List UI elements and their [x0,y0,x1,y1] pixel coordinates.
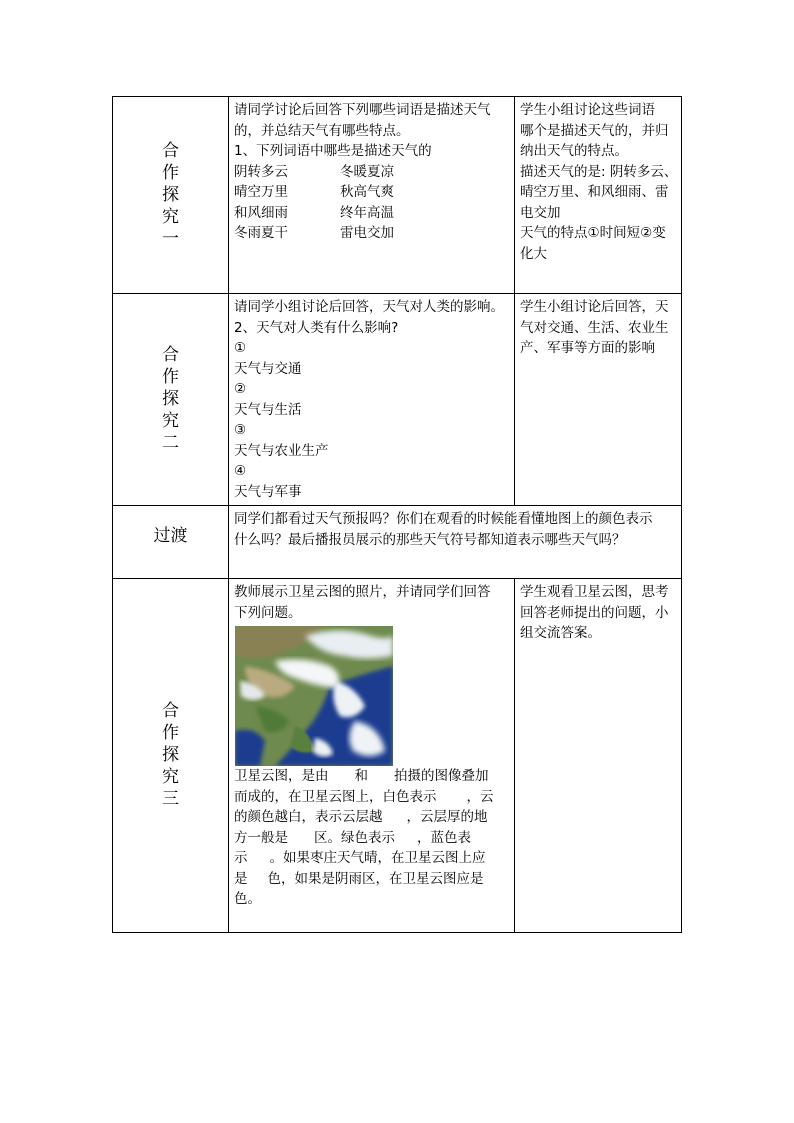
table-row [113,97,682,294]
list-item [234,379,509,420]
row-label-cell [113,506,229,579]
fill-text: 卫星云图，是由 [234,768,329,784]
fill-in-paragraph [234,766,509,910]
table-row [113,506,682,579]
word: 秋高气爽 [340,184,394,200]
row-label: 合作探究三 [162,701,179,810]
student-line: 气对交通、生活、农业生 [520,319,669,336]
word-pair [234,223,509,244]
transition-line: 同学们都看过天气预报吗？你们在观看的时候能看懂地图上的颜色表示 [234,511,653,527]
student-line: 回答老师提出的问题，小 [520,604,669,621]
satellite-cloud-image [235,626,393,766]
word-pair [234,162,509,183]
word: 晴空万里 [234,184,288,200]
intro-line: 请同学小组讨论后回答，天气对人类的影响。 [234,299,504,315]
fill-text: 是 [234,870,248,887]
row-label: 过渡 [153,525,188,546]
student-line: 哪个是描述天气的，并归 [520,122,669,139]
word: 和风细雨 [234,204,288,221]
item-text: 天气与生活 [234,401,302,418]
question-text: 2、天气对人类有什么影响? [234,319,399,336]
word: 冬雨夏干 [234,225,288,241]
fill-text: 的颜色越白，表示云层越 [234,809,383,825]
word: 阴转多云 [234,163,288,180]
fill-text: 色，如果是阴雨区，在卫星云图应是 [267,870,484,887]
fill-text: 区。绿色表示 [314,829,395,846]
student-line: 描述天气的是: 阴转多云、 [520,163,678,180]
student-line: 学生观看卫星云图，思考 [520,584,669,600]
list-item [234,461,509,502]
row-label: 合作探究一 [162,140,179,249]
word: 终年高温 [340,204,394,221]
activity-cell [229,294,515,506]
student-cell [515,579,682,933]
student-line: 组交流答案。 [520,625,601,641]
item-text: 天气与交通 [234,360,302,377]
fill-text: ，云 [466,788,494,805]
item-marker: ④ [234,463,247,479]
table-row [113,294,682,506]
student-line: 天气的特点①时间短②变 [520,225,666,241]
question-text: 1、下列词语中哪些是描述天气的 [234,143,432,159]
row-label-cell [113,579,229,933]
activity-cell [229,579,515,933]
row-label-cell [113,294,229,506]
activity-cell [229,97,515,294]
table-row [113,579,682,933]
intro-line: 教师展示卫星云图的照片，并请同学们回答 [234,584,491,600]
fill-text: 色。 [234,891,261,907]
transition-cell [229,506,682,579]
lesson-table [112,96,682,933]
row-label-cell [113,97,229,294]
item-marker: ③ [234,422,247,438]
item-marker: ① [234,340,247,356]
student-line: 纳出天气的特点。 [520,143,628,159]
student-cell [515,97,682,294]
fill-text: 拍摄的图像叠加 [394,768,489,784]
intro-line: 的，并总结天气有哪些特点。 [234,122,410,139]
fill-text: ，云层厚的地 [406,809,488,825]
student-line: 晴空万里、和风细雨、雷 [520,184,669,200]
student-line: 电交加 [520,204,561,221]
word: 冬暖夏凉 [340,163,394,180]
intro-line: 下列问题。 [234,604,302,621]
fill-text: 而成的，在卫星云图上，白色表示 [234,788,437,805]
fill-text: 方一般是 [234,829,288,846]
fill-text: ，蓝色表 [417,829,471,846]
student-cell [515,294,682,506]
student-line: 化大 [520,245,547,262]
item-text: 天气与农业生产 [234,442,329,459]
fill-text: 示 [234,850,248,866]
fill-text: 和 [354,768,368,784]
student-line: 学生小组讨论这些词语 [520,102,655,118]
transition-line: 什么吗？最后播报员展示的那些天气符号都知道表示哪些天气吗？ [234,531,626,548]
fill-text: 。如果枣庄天气晴，在卫星云图上应 [269,850,486,866]
list-item [234,338,509,379]
intro-line: 请同学讨论后回答下列哪些词语是描述天气 [234,102,491,118]
word-pair [234,182,509,203]
word-pair [234,203,509,224]
list-item [234,420,509,461]
item-marker: ② [234,381,247,397]
item-text: 天气与军事 [234,483,302,500]
student-line: 产、军事等方面的影响 [520,340,655,356]
student-line: 学生小组讨论后回答，天 [520,299,669,315]
word: 雷电交加 [340,225,394,241]
row-label: 合作探究二 [162,345,179,454]
